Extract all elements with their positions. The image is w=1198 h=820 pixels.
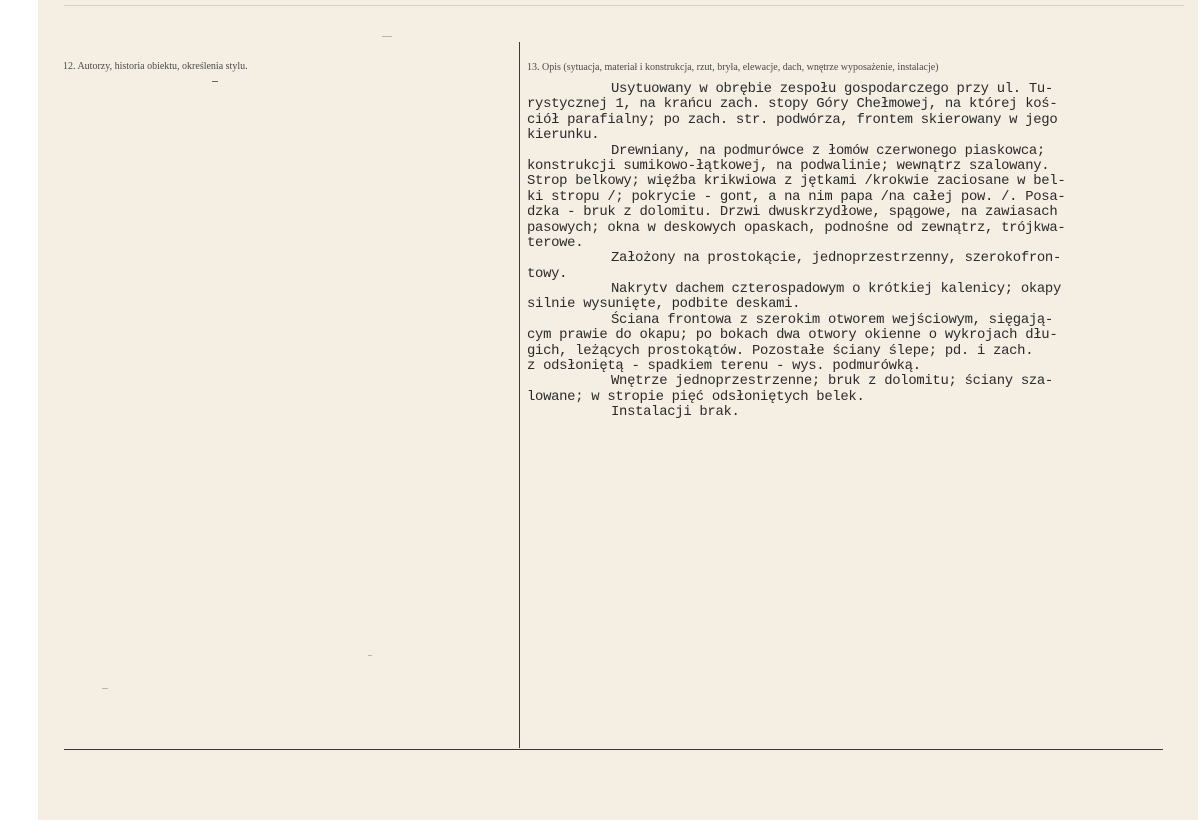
typed-line: ciół parafialny; po zach. str. podwórza, frontem skierowany w jego <box>527 111 1058 128</box>
typed-line: rystycznej 1, na krańcu zach. stopy Góry Chełmowej, na której koś- <box>527 96 1058 113</box>
typed-line: cym prawie do okapu; po bokach dwa otwory okienne o wykrojach dłu- <box>527 327 1058 344</box>
typed-line: Wnętrze jednoprzestrzenne; bruk z dolomitu; ściany sza- <box>611 373 1053 390</box>
column-divider <box>519 42 520 748</box>
typed-line: konstrukcji sumikowo-łątkowej, na podwalinie; wewnątrz szalowany. <box>527 157 1050 174</box>
section-13-description <box>527 82 1163 421</box>
speck <box>102 688 108 689</box>
dash-mark <box>212 81 218 82</box>
top-edge-line <box>64 5 1184 6</box>
typed-line: Założony na prostokącie, jednoprzestrzenny, szerokofron- <box>611 250 1062 267</box>
typed-line: Drewniany, na podmurówce z łomów czerwonego piaskowca; <box>611 142 1045 159</box>
typed-line: Instalacji brak. <box>611 404 740 421</box>
typed-line: dzka - bruk z dolomitu. Drzwi dwuskrzydłowe, spągowe, na zawiasach <box>527 204 1058 221</box>
typed-line: z odsłoniętą - spadkiem terenu - wys. podmurówką. <box>527 358 921 375</box>
scan-margin <box>0 0 38 820</box>
typed-line: lowane; w stropie pięć odsłoniętych belek. <box>527 388 865 405</box>
typed-line: Nakrytv dachem czterospadowym o krótkiej kalenicy; okapy <box>611 281 1062 298</box>
typed-line: ki stropu /; pokrycie - gont, a na nim papa /na całej pow. /. Posa- <box>527 188 1066 205</box>
typed-line: pasowych; okna w deskowych opaskach, podnośne od zewnątrz, trójkwa- <box>527 219 1066 236</box>
typed-line: silnie wysunięte, podbite deskami. <box>527 296 801 313</box>
typed-line: gich, leżących prostokątów. Pozostałe ściany ślepe; pd. i zach. <box>527 342 1034 359</box>
typed-line: Strop belkowy; więźba krikwiowa z jętkami /krokwie zaciosane w bel- <box>527 173 1066 190</box>
typed-line: terowe. <box>527 234 584 251</box>
bottom-rule <box>64 749 1163 750</box>
speck <box>368 655 372 656</box>
typed-line: towy. <box>527 265 568 282</box>
typed-line: kierunku. <box>527 127 600 144</box>
typed-line: Ściana frontowa z szerokim otworem wejściowym, sięgają- <box>611 311 1053 328</box>
section-12-title: 12. Autorzy, historia obiektu, określenia stylu. <box>63 61 248 72</box>
speck <box>382 36 392 37</box>
section-13-title: 13. Opis (sytuacja, materiał i konstrukcja, rzut, bryła, elewacje, dach, wnętrze wyposażenie, instalacje) <box>527 62 939 73</box>
typed-line: Usytuowany w obrębie zespołu gospodarczego przy ul. Tu- <box>611 81 1053 97</box>
